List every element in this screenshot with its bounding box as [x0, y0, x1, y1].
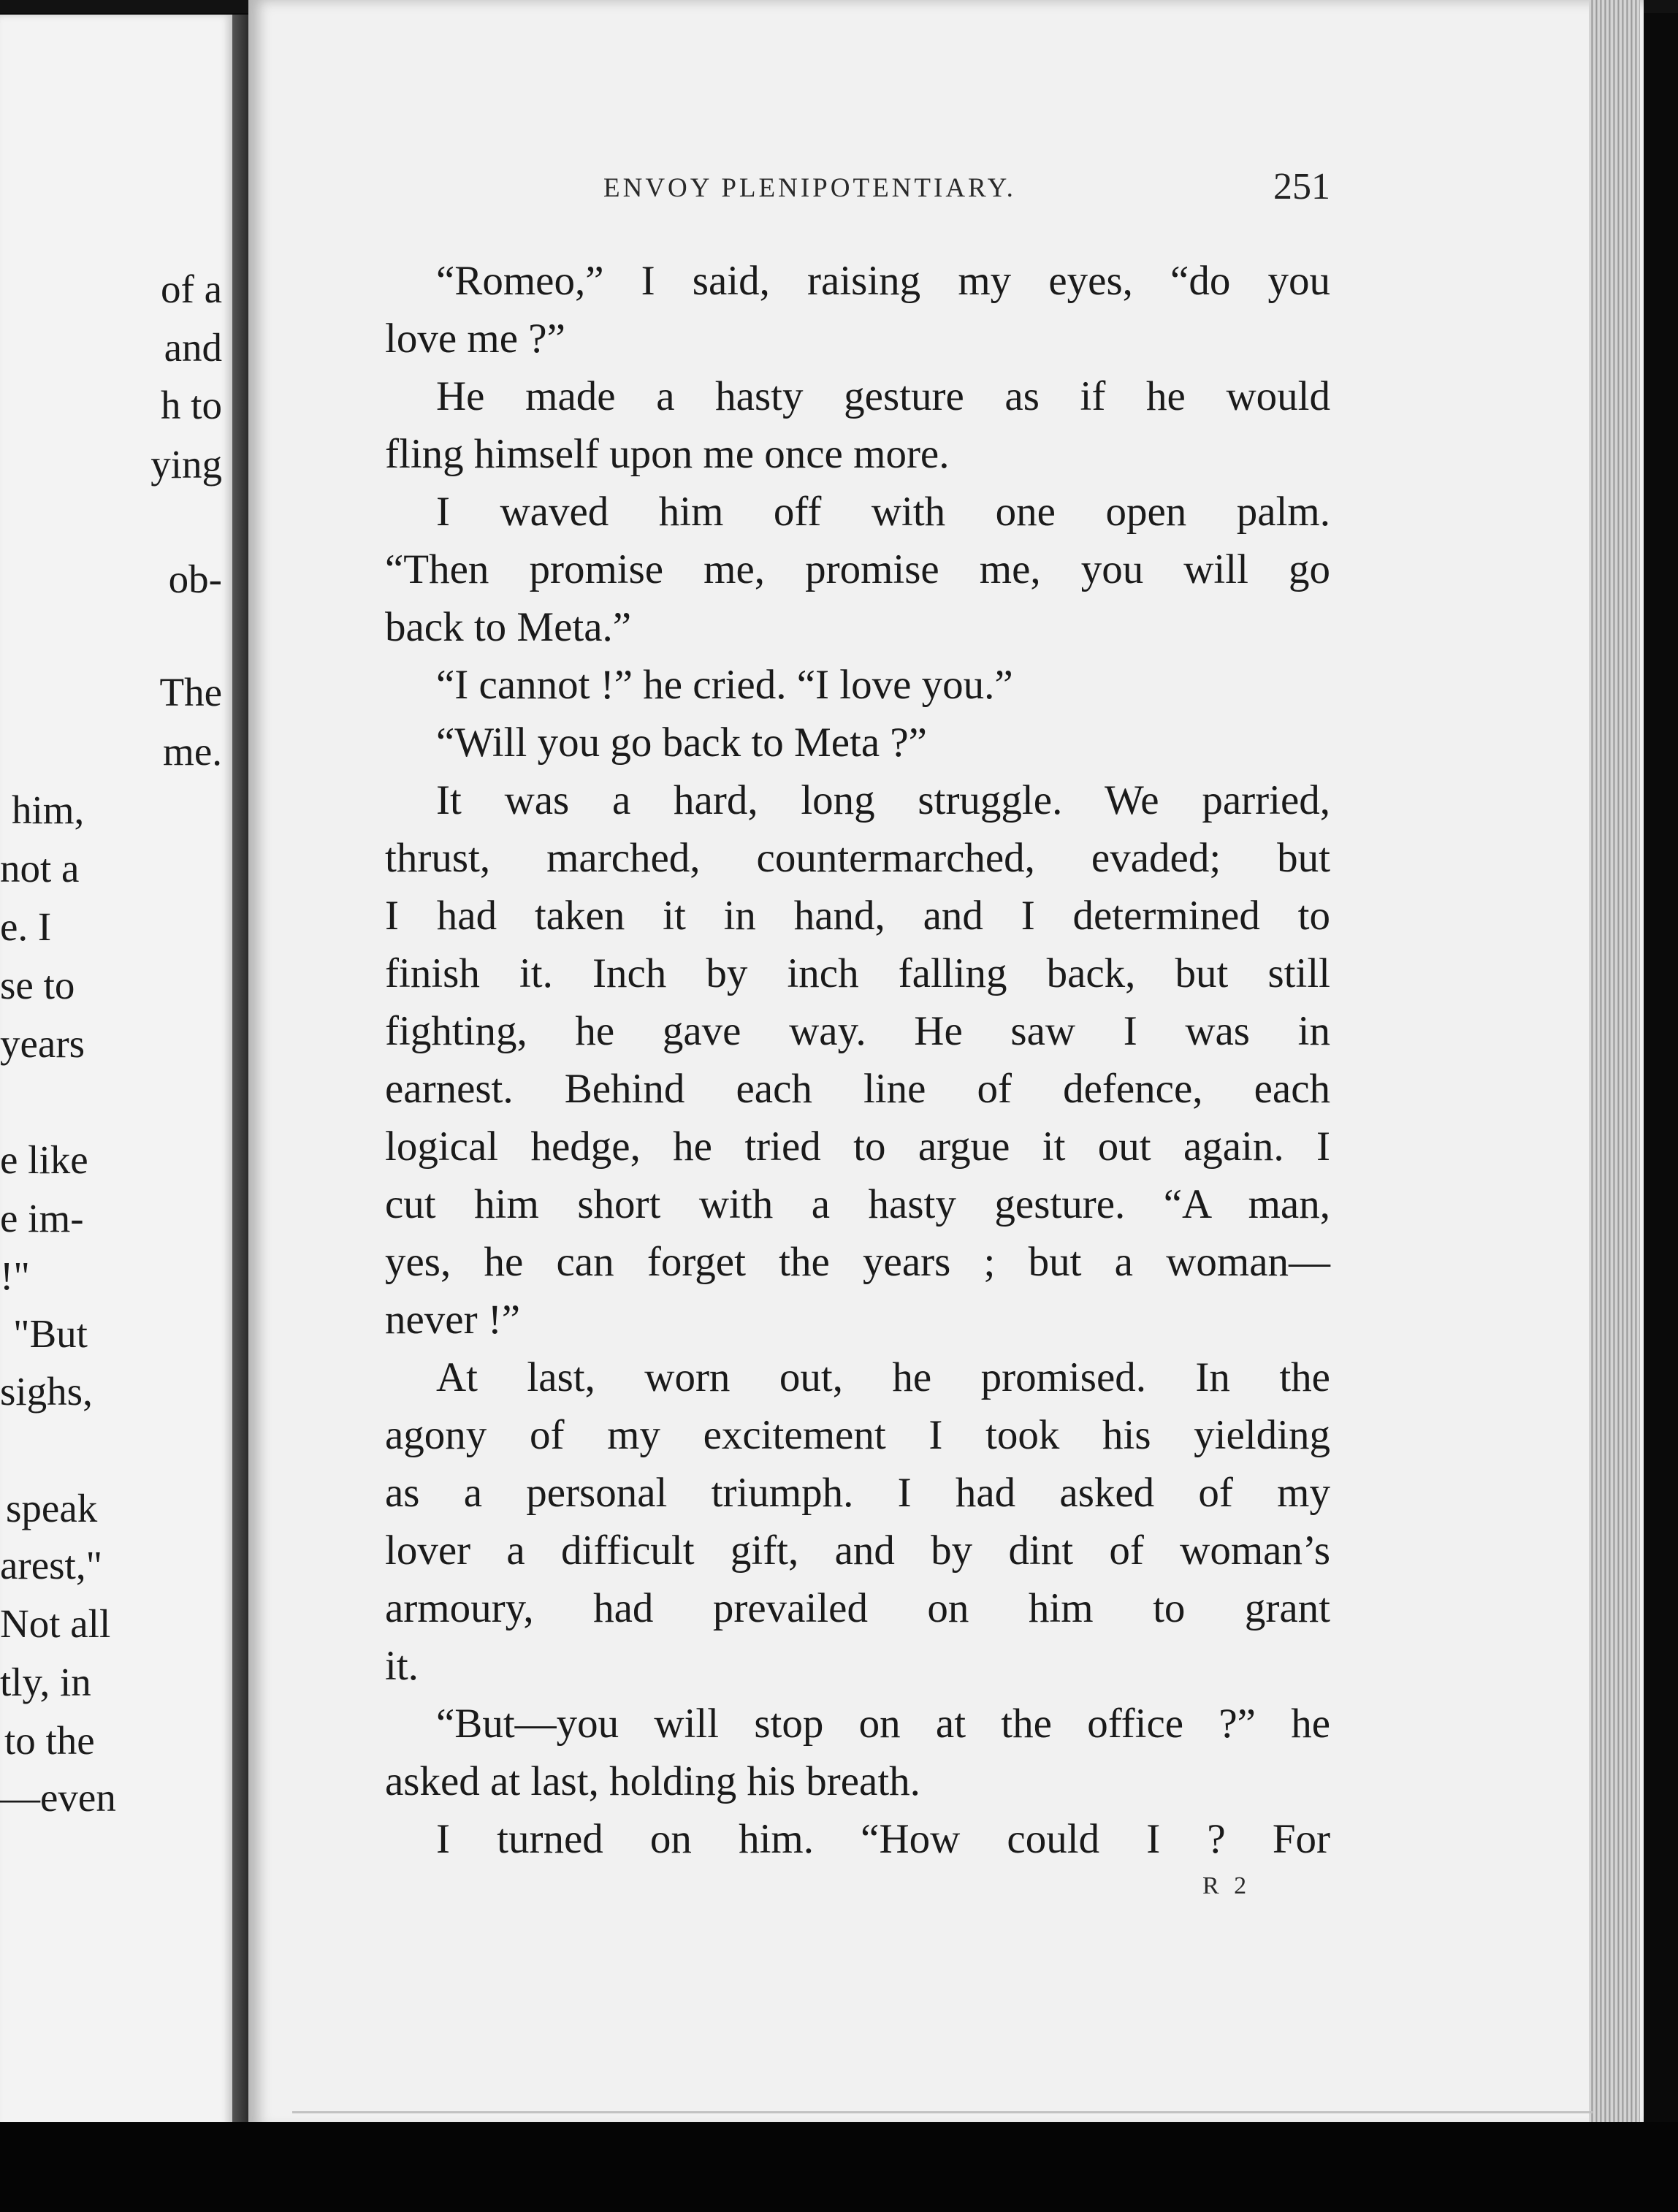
left-page-fragment: !" [0, 1254, 30, 1298]
text-line: “Romeo,” I said, raising my eyes, “do you [436, 258, 1330, 304]
left-page-fragment: speak [6, 1486, 98, 1530]
left-page-fragment: him, [12, 787, 85, 832]
text-line: earnest. Behind each line of defence, each [385, 1066, 1330, 1112]
left-page-fragment: e. I [0, 904, 52, 949]
text-line: asked at last, holding his breath. [385, 1758, 920, 1804]
text-line: logical hedge, he tried to argue it out again. I [385, 1124, 1330, 1170]
left-page-fragment: ob- [168, 557, 222, 601]
left-page-fragment: —even [0, 1775, 116, 1820]
left-page-fragment: to the [4, 1718, 95, 1763]
left-page-fragment: arest," [0, 1543, 103, 1587]
text-line: “But—you will stop on at the office ?” he [436, 1701, 1330, 1747]
text-line: At last, worn out, he promised. In the [436, 1354, 1330, 1400]
text-line: yes, he can forget the years ; but a woman— [385, 1239, 1330, 1285]
left-page-fragment: me. [163, 729, 222, 774]
text-line: lover a difficult gift, and by dint of woman’s [385, 1528, 1330, 1574]
text-line: armoury, had prevailed on him to grant [385, 1585, 1330, 1631]
left-page-fragment: e im- [0, 1196, 84, 1240]
text-line: finish it. Inch by inch falling back, but still [385, 950, 1330, 996]
text-line: I waved him off with one open palm. [436, 489, 1330, 535]
running-head: ENVOY PLENIPOTENTIARY. [603, 173, 1016, 203]
text-line: fighting, he gave way. He saw I was in [385, 1008, 1330, 1054]
text-line: love me ?” [385, 316, 565, 362]
text-line: cut him short with a hasty gesture. “A man, [385, 1181, 1330, 1227]
text-line: it. [385, 1643, 419, 1689]
left-page-fragment: "But [13, 1311, 88, 1356]
left-page-fragment: sighs, [0, 1369, 93, 1414]
page-edges [1589, 0, 1640, 2129]
left-page-fragment: years [0, 1021, 85, 1066]
text-line: fling himself upon me once more. [385, 431, 950, 477]
left-page-fragment: and [164, 325, 222, 370]
left-page-fragment: h to [160, 383, 222, 427]
text-line: “Will you go back to Meta ?” [436, 720, 927, 766]
text-line: as a personal triumph. I had asked of my [385, 1470, 1330, 1516]
previous-page-edge [0, 15, 232, 2129]
text-line: I had taken it in hand, and I determined to [385, 893, 1330, 939]
left-page-fragment: ying [150, 442, 222, 487]
left-page-fragment: e like [0, 1137, 88, 1182]
left-page-fragment: se to [0, 963, 75, 1007]
text-line: It was a hard, long struggle. We parried, [436, 777, 1330, 823]
text-line: agony of my excitement I took his yielding [385, 1412, 1330, 1458]
left-page-fragment: of a [161, 267, 222, 311]
text-line: “I cannot !” he cried. “I love you.” [436, 662, 1013, 708]
left-page-fragment: not a [0, 846, 80, 890]
text-line: thrust, marched, countermarched, evaded; but [385, 835, 1330, 881]
left-page-fragment: Not all [0, 1601, 111, 1646]
page-number: 251 [1273, 166, 1330, 207]
page-bottom-edge [292, 2111, 1593, 2113]
left-page-fragment: tly, in [0, 1660, 91, 1704]
text-line: back to Meta.” [385, 604, 632, 650]
text-line: I turned on him. “How could I ? For [436, 1816, 1330, 1862]
page-body-text [385, 252, 1330, 1868]
text-line: He made a hasty gesture as if he would [436, 373, 1330, 419]
signature-mark: R 2 [1202, 1872, 1251, 1899]
left-page-fragment: The [159, 670, 222, 714]
text-line: “Then promise me, promise me, you will go [385, 546, 1330, 592]
text-line: never !” [385, 1297, 521, 1343]
scanner-bottom-border [0, 2122, 1678, 2212]
